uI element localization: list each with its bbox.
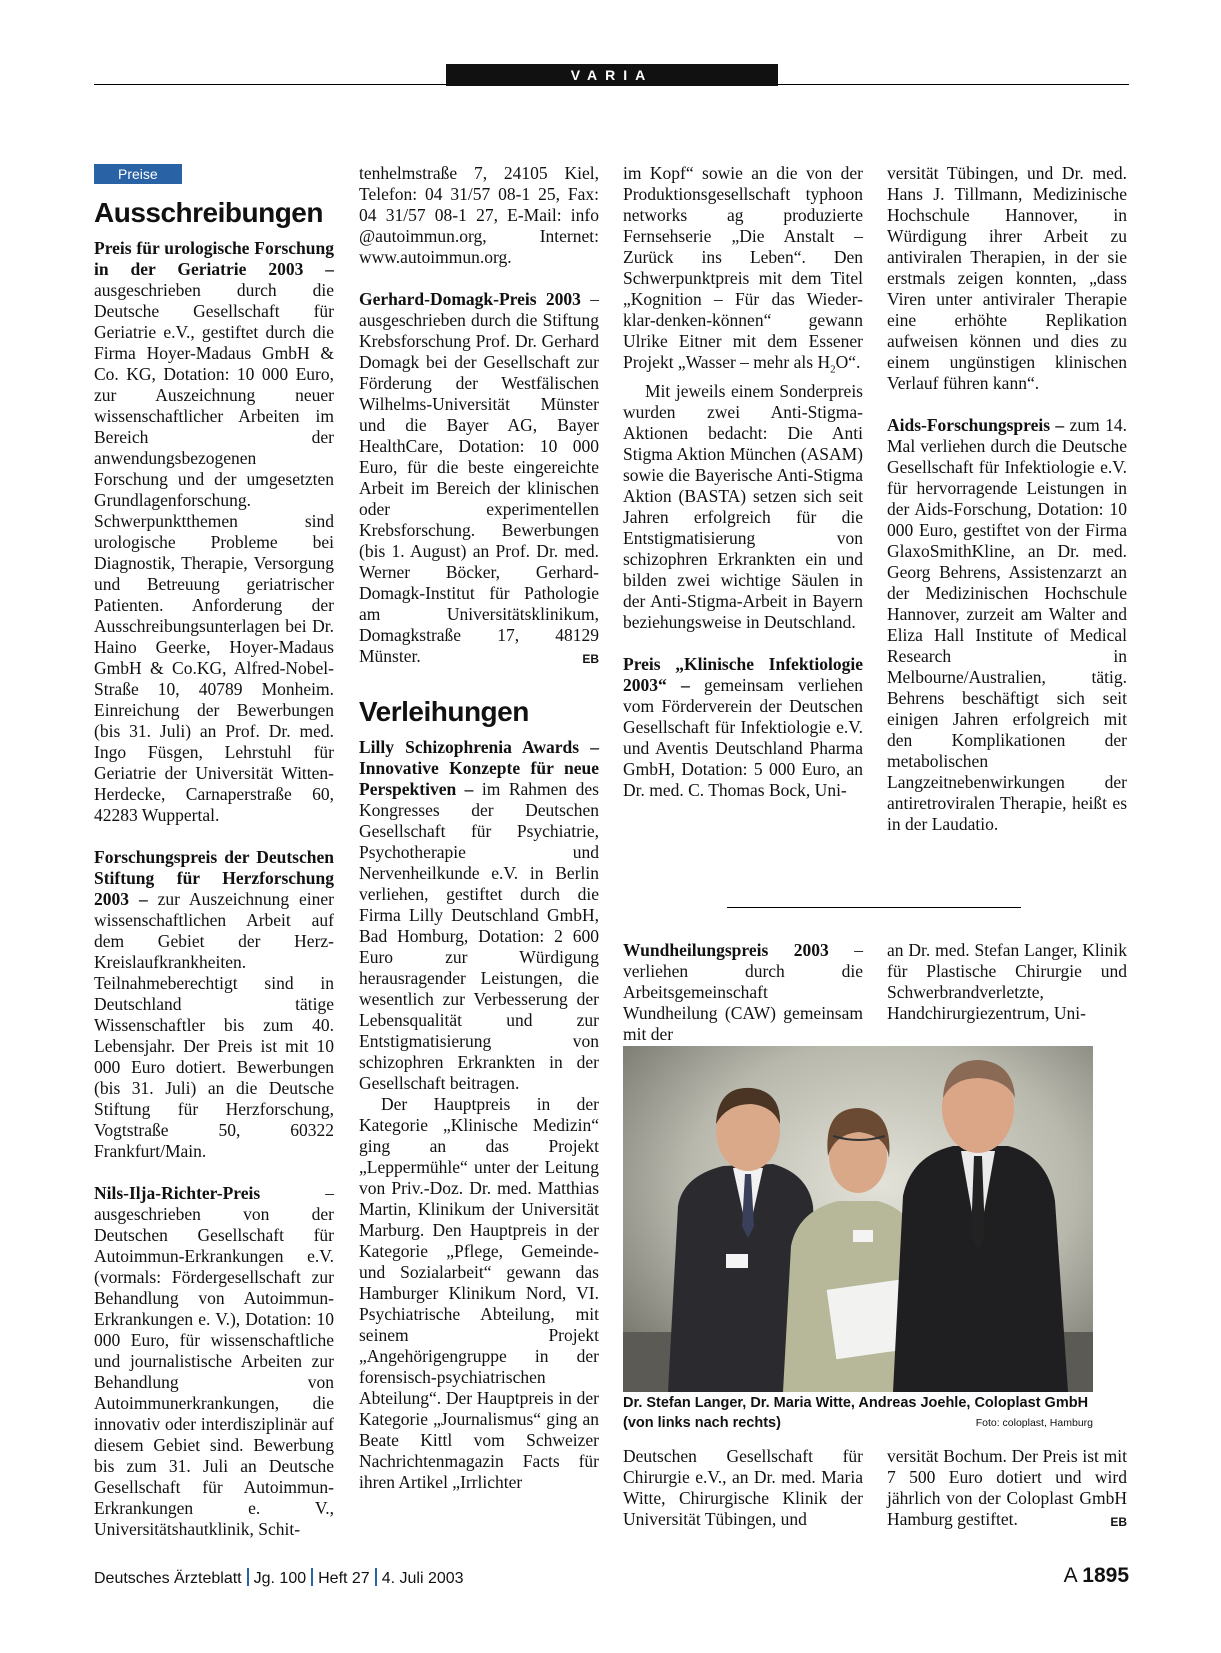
article-richter-continued: tenhelmstraße 7, 24105 Kiel, Telefon: 04 31/57 08-1 25, Fax: 04 31/57 08-1 27, E-Mail: info @autoimmun.org, Internet: www.autoimmun.org.	[359, 163, 599, 267]
article-lilly-hauptpreis: Der Hauptpreis in der Kategorie „Klinische Medizin“ ging an das Projekt „Leppermühle“ unter der Leitung von Priv.-Doz. Dr. med. Matthias Martin, Klinikum der Universität Marburg. Den Hauptpreis in der Kategorie „Pflege, Gemeinde- und Sozialarbeit“ gewann das Hamburger Klinikum Nord, VI. Psychiatrische Abteilung, mit seinem Projekt „Angehörigengruppe in der forensisch-psychiatrischen Abteilung“. Der Hauptpreis in der Kategorie „Journalismus“ ging an Beate Kittl vom Schweizer Nachrichtenmagazin Facts für ihren Artikel „Irrlichter	[359, 1094, 599, 1492]
award-photo	[623, 1046, 1093, 1392]
article-wundheilung-continued-3: versität Bochum. Der Preis ist mit 7 500 Euro dotiert und wird jährlich von der Coloplast GmbH Hamburg gestiftet. EB	[887, 1446, 1127, 1530]
article-lilly-continued: im Kopf“ sowie an die von der Produktionsgesellschaft typhoon networks ag produzierte Fernsehserie „Die Anstalt – Zurück ins Leben“. Den Schwerpunktpreis mit dem Titel „Kognition – Für das Wieder-klar-denken-können“ gewann Ulrike Eitner mit dem Essener Projekt „Wasser – mehr als $H_2O“$.	[623, 163, 863, 376]
article-aids: Aids-Forschungspreis – zum 14. Mal verliehen durch die Deutsche Gesellschaft für Infektiologie e.V. für hervorragende Leistungen in der Aids-Forschung, Dotation: 10 000 Euro, gestiftet von der Firma GlaxoSmithKline, an Dr. med. Georg Behrens, Assistenzarzt an der Medizinischen Hochschule Hannover, zurzeit am Walter and Eliza Hall Institute of Medical Research in Melbourne/Australien, tätig. Behrens beschäftigt sich seit einigen Jahren erfolgreich mit den Komplikationen der metabolischen Langzeitnebenwirkungen der antiretroviralen Therapie, heißt es in der Laudatio.	[887, 415, 1127, 834]
page-number: A 1895	[1063, 1564, 1129, 1587]
footer-date: 4. Juli 2003	[381, 1570, 464, 1587]
footer-volume: Jg. 100	[253, 1570, 307, 1587]
footer-journal: Deutsches Ärzteblatt	[94, 1570, 242, 1587]
article-wundheilung-continued-2: Deutschen Gesellschaft für Chirurgie e.V., an Dr. med. Maria Witte, Chirurgische Klinik der Universität Tübingen, und	[623, 1446, 863, 1529]
article-sonderpreis: Mit jeweils einem Sonderpreis wurden zwei Anti-Stigma-Aktionen bedacht: Die Anti Stigma Aktion München (ASAM) sowie die Bayerische Anti-Stigma Aktion (BASTA) setzen sich seit Jahren erfolgreich für die Entstigmatisierung von schizophren Erkrankten ein und bilden zwei wichtige Säulen in der Anti-Stigma-Arbeit in Bayern beziehungsweise in Deutschland.	[623, 380, 863, 632]
heading-ausschreibungen: Ausschreibungen	[94, 197, 323, 228]
article-domagk: Gerhard-Domagk-Preis 2003 – ausgeschrieben durch die Stiftung Krebsforschung Prof. Dr. Gerhard Domagk bei der Gesellschaft zur Förderung der Westfälischen Wilhelms-Universität Münster und die Bayer AG, Bayer HealthCare, Dotation: 10 000 Euro, für die beste eingereichte Arbeit im Bereich der klinischen oder experimentellen Krebsforschung. Bewerbungen (bis 1. August) an Prof. Dr. med. Werner Böcker, Gerhard-Domagk-Institut für Pathologie am Universitätsklinikum, Domagkstraße 17, 48129 Münster. EB	[359, 289, 599, 667]
article-richter-preis: Nils-Ilja-Richter-Preis – ausgeschrieben von der Deutschen Gesellschaft für Autoimmun-Erkrankungen e.V. (vormals: Fördergesellschaft zur Behandlung von Autoimmun-Erkrankungen e. V.), Dotation: 10 000 Euro, für wissenschaftliche und journalistische Arbeiten zur Behandlung von Autoimmunerkrankungen, die innovativ oder interdisziplinär auf diesem Gebiet sind. Bewerbung bis zum 31. Juli an Deutsche Gesellschaft für Autoimmun-Erkrankungen e. V., Universitätshautklinik, Schit-	[94, 1183, 334, 1539]
article-urologie: Preis für urologische Forschung in der Geriatrie 2003 – ausgeschrieben durch die Deutsche Gesellschaft für Geriatrie e.V., gestiftet durch die Firma Hoyer-Madaus GmbH & Co. KG, Dotation: 10 000 Euro, zur Auszeichnung neuer wissenschaftlicher Arbeiten im Bereich der anwendungsbezogenen Forschung und der umgesetzten Grundlagenforschung. Schwerpunktthemen sind urologische Probleme bei Diagnostik, Therapie, Versorgung und Betreuung geriatrischer Patienten. Anforderung der Ausschreibungsunterlagen bei Dr. Haino Geerke, Hoyer-Madaus GmbH & Co.KG, Alfred-Nobel-Straße 10, 40789 Monheim. Einreichung der Bewerbungen (bis 31. Juli) an Prof. Dr. med. Ingo Füsgen, Lehrstuhl für Geriatrie der Universität Witten-Herdecke, Carnaperstraße 60, 42283 Wuppertal.	[94, 238, 334, 825]
article-infektiologie: Preis „Klinische Infektiologie 2003“ – gemeinsam verliehen vom Förderverein der Deutschen Gesellschaft für Infektiologie e.V. und Aventis Deutschland Pharma GmbH, Dotation: 5 000 Euro, an Dr. med. C. Thomas Bock, Uni-	[623, 653, 863, 800]
article-wundheilung-continued: an Dr. med. Stefan Langer, Klinik für Plastische Chirurgie und Schwerbrandverletzte, Handchirurgiezentrum, Uni-	[887, 940, 1127, 1023]
article-herzforschung: Forschungspreis der Deutschen Stiftung für Herzforschung 2003 – zur Auszeichnung einer wissenschaftlichen Arbeit auf dem Gebiet der Herz-Kreislaufkrankheiten. Teilnahmeberechtigt sind in Deutschland tätige Wissenschaftler bis zum 40. Lebensjahr. Der Preis ist mit 10 000 Euro dotiert. Bewerbungen (bis 31. Juli) an die Deutsche Stiftung für Herzforschung, Vogtstraße 50, 60322 Frankfurt/Main.	[94, 847, 335, 1161]
photo-credit: Foto: coloplast, Hamburg	[975, 1417, 1093, 1429]
column-4	[887, 163, 1127, 835]
column-4-bottom	[887, 1446, 1127, 1533]
heading-verleihungen: Verleihungen	[359, 696, 529, 727]
article-divider	[727, 907, 1021, 908]
column-4-wundheilung	[887, 940, 1127, 1024]
column-3-bottom	[623, 1446, 863, 1530]
photo-caption: Dr. Stefan Langer, Dr. Maria Witte, Andreas Joehle, Coloplast GmbH (von links nach rechts) Foto: coloplast, Hamburg	[623, 1395, 1093, 1431]
category-badge: Preise	[94, 164, 182, 184]
author-initials-2: EB	[1110, 1515, 1127, 1529]
article-lilly: Lilly Schizophrenia Awards – Innovative Konzepte für neue Perspektiven – im Rahmen des Kongresses der Deutschen Gesellschaft für Psychiatrie, Psychotherapie und Nervenheilkunde e.V. in Berlin verliehen, gestiftet durch die Firma Lilly Deutschland GmbH, Bad Homburg, Dotation: 2 600 Euro zur Würdigung herausragender Leistungen, die wesentlich zur Verbesserung der Lebensqualität und zur Entstigmatisierung von schizophren Erkrankten in der Gesellschaft beitragen.	[359, 737, 599, 1093]
footer-issue: Heft 27	[318, 1570, 370, 1587]
article-wundheilung: Wundheilungspreis 2003 – verliehen durch die Arbeitsgemeinschaft Wundheilung (CAW) gemeinsam mit der	[623, 940, 863, 1044]
column-2	[359, 163, 599, 1493]
page-footer	[94, 1564, 1129, 1594]
column-3-wundheilung	[623, 940, 863, 1045]
column-3	[623, 163, 863, 801]
column-1	[94, 163, 334, 1540]
author-initials: EB	[582, 652, 599, 666]
section-tag: VARIA	[446, 64, 778, 86]
article-infektiologie-continued: versität Tübingen, und Dr. med. Hans J. Tillmann, Medizinische Hochschule Hannover, in Würdigung ihrer Arbeit zu antiviralen Therapien, in der sie erstmals zeigen konnten, „dass Viren unter antiviraler Therapie eine erhöhte Replikation aufweisen können und dies zu einem ungünstigen klinischen Verlauf führen kann“.	[887, 163, 1127, 393]
